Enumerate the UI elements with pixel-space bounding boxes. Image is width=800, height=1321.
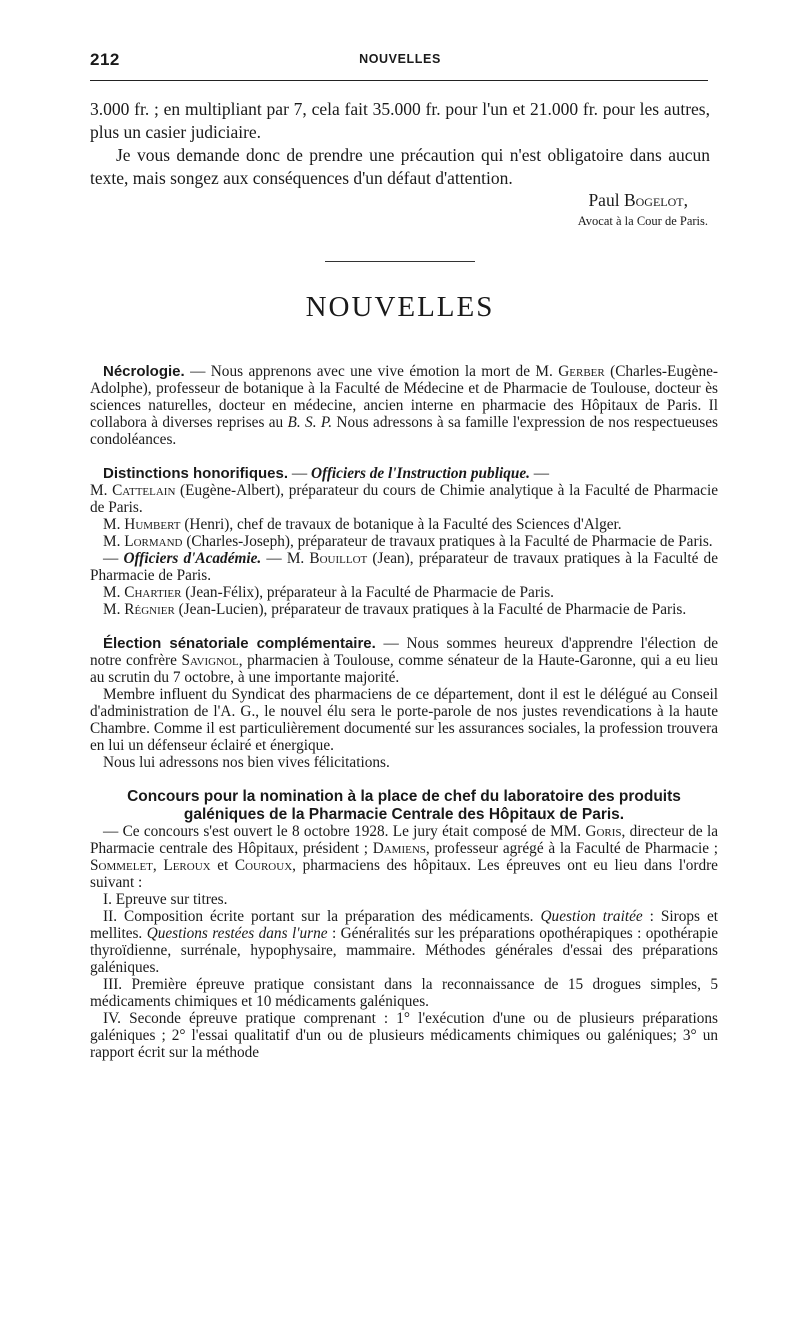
- election-paragraph: [90, 635, 718, 686]
- signature-name: [90, 189, 710, 212]
- distinctions-heading: [90, 465, 718, 482]
- intro-text: [90, 98, 710, 230]
- necrologie-text: — Nous apprenons avec une vive émotion la mort de: [184, 363, 536, 380]
- academie-name: Bouillot: [309, 550, 368, 567]
- officiers-academie-label: Officiers d'Académie.: [123, 550, 262, 567]
- item-name: Chartier: [124, 584, 182, 601]
- epreuve-2-text-b: : Sirops et mellites.: [90, 908, 718, 942]
- intro-paragraph-1: 3.000 fr. ; en multipliant par 7, cela fait 35.000 fr. pour l'un et 21.000 fr. pour les autres, plus un casier judiciaire.: [90, 99, 710, 142]
- concours-intro: [90, 823, 718, 891]
- necrologie-text-3: Nous adressons à sa famille l'expression de nos respectueuses condoléances.: [90, 414, 718, 448]
- intro-paragraph-2: Je vous demande donc de prendre une précaution qui n'est obligatoire dans aucun texte, mais songez aux conséquences d'un défaut d'attention.: [90, 145, 710, 188]
- jury-and: et: [210, 857, 235, 874]
- necrologie-rubric: Nécrologie.: [103, 363, 185, 380]
- item-m: M.: [103, 533, 121, 550]
- election-text-1: — Nous sommes heureux d'apprendre l'élection de notre confrère: [90, 635, 719, 669]
- epreuve-2-text-a: II. Composition écrite portant sur la préparation des médicaments.: [103, 908, 541, 925]
- concours-intro-2: , directeur de la Pharmacie centrale des Hôpitaux, président ;: [90, 823, 718, 857]
- distinctions-dash: —: [288, 465, 311, 482]
- election-rubric: Élection sénatoriale complémentaire.: [103, 635, 376, 652]
- academie-paragraph: [90, 550, 718, 584]
- epreuve-3: III. Première épreuve pratique consistant dans la reconnaissance de 15 drogues simples, 5 médicaments chimiques et 10 médicaments galéniques.: [90, 976, 718, 1010]
- item-name: Humbert: [124, 516, 181, 533]
- page-header: [90, 50, 710, 72]
- necrologie-paragraph: [90, 363, 718, 448]
- election-paragraph-3: Nous lui adressons nos bien vives félicitations.: [103, 754, 390, 771]
- epreuve-1: I. Epreuve sur titres.: [103, 891, 228, 908]
- section-separator: [325, 261, 475, 262]
- distinction-item: [90, 601, 718, 618]
- jury-couroux: Couroux: [234, 857, 293, 874]
- election-text-2: , pharmacien à Toulouse, comme sénateur de la Haute-Garonne, qui a eu lieu au scrutin du 7 octobre, à une importante majorité.: [90, 652, 719, 686]
- election-name: Savignol: [181, 652, 239, 669]
- distinction-item: [90, 516, 718, 533]
- epreuve-4: IV. Seconde épreuve pratique comprenant : 1° l'exécution d'une ou de plusieurs préparations galéniques ; 2° l'essai qualitatif d'un ou de plusieurs médicaments chimiques ou galéniques; 3° un rapport écrit sur la méthode: [90, 1010, 718, 1061]
- item-name: Cattelain: [112, 482, 176, 499]
- header-rule: [90, 80, 708, 81]
- distinctions-dash-end: —: [529, 465, 550, 482]
- item-name: Lormand: [124, 533, 183, 550]
- necrologie-text-2: (Charles-Eugène-Adolphe), professeur de botanique à la Faculté de Médecine et de Pharmacie de Toulouse, docteur ès sciences naturelles, docteur en médecine, ancien interne en pharmacie des Hôpitaux de Paris. Il collabora à diverses reprises au: [90, 363, 718, 431]
- election-paragraph-2: Membre influent du Syndicat des pharmaciens de ce département, dont il est le délégué au Conseil d'administration de l'A. G., le nouvel élu sera le porte-parole de nos justes revendications à la haute Chambre. Comme il est particulièrement documenté sur les assurances sociales, la profession trouvera en lui un défenseur éclairé et énergique.: [90, 686, 718, 754]
- jury-leroux: Leroux: [163, 857, 211, 874]
- concours-intro-1: — Ce concours s'est ouvert le 8 octobre 1928. Le jury était composé de MM.: [103, 823, 586, 840]
- running-title: NOUVELLES: [359, 52, 441, 66]
- section-title: NOUVELLES: [305, 291, 495, 323]
- item-text: (Jean-Lucien), préparateur de travaux pratiques à la Faculté de Pharmacie de Paris.: [174, 601, 687, 618]
- jury-separator: ,: [152, 857, 164, 874]
- distinction-item: [90, 584, 718, 601]
- item-text: (Eugène-Albert), préparateur du cours de Chimie analytique à la Faculté de Pharmacie de Paris.: [90, 482, 719, 516]
- concours-intro-3: , professeur agrégé à la Faculté de Pharmacie ;: [425, 840, 718, 857]
- signature-title: Avocat à la Cour de Paris.: [577, 214, 708, 228]
- item-text: (Charles-Joseph), préparateur de travaux pratiques à la Faculté de Pharmacie de Paris.: [182, 533, 713, 550]
- question-traitee-label: Question traitée: [540, 908, 643, 925]
- jury-sommelet: Sommelet: [90, 857, 153, 874]
- questions-restees-label: Questions restées dans l'urne: [146, 925, 328, 942]
- page-number: 212: [90, 50, 120, 69]
- signature-first-name: Paul: [588, 190, 620, 210]
- academie-prefix: —: [103, 550, 124, 567]
- necrologie-name: Gerber: [558, 363, 605, 380]
- item-m: M.: [103, 601, 121, 618]
- academie-text: (Jean), préparateur de travaux pratiques à la Faculté de Pharmacie de Paris.: [90, 550, 718, 584]
- jury-damiens: Damiens: [372, 840, 426, 857]
- item-text: (Henri), chef de travaux de botanique à la Faculté des Sciences d'Alger.: [180, 516, 622, 533]
- item-m: M.: [103, 584, 121, 601]
- spacer: [90, 771, 718, 788]
- jury-goris: Goris: [585, 823, 622, 840]
- item-m: M.: [90, 482, 108, 499]
- spacer: [90, 618, 718, 635]
- officiers-instruction-label: Officiers de l'Instruction publique.: [310, 465, 530, 482]
- item-name: Régnier: [124, 601, 175, 618]
- necrologie-journal: B. S. P.: [287, 414, 333, 431]
- distinction-item: [90, 533, 718, 550]
- item-m: M.: [103, 516, 121, 533]
- spacer: [90, 448, 718, 465]
- concours-heading: Concours pour la nomination à la place de chef du laboratoire des produits galéniques de la Pharmacie Centrale des Hôpitaux de Paris.: [127, 788, 681, 823]
- epreuve-2: [90, 908, 718, 976]
- academie-mid: — M.: [261, 550, 310, 567]
- epreuve-2-text-c: : Généralités sur les préparations opothérapiques : opothérapie thyroïdienne, surrénale, hypophysaire, mammaire. Méthodes générales d'essai des préparations galéniques.: [90, 925, 718, 976]
- item-text: (Jean-Félix), préparateur à la Faculté de Pharmacie de Paris.: [181, 584, 554, 601]
- distinction-item: [90, 482, 718, 516]
- signature-last-name: Bogelot,: [623, 190, 688, 210]
- necrologie-m: M.: [535, 363, 553, 380]
- news-body: [90, 363, 718, 1061]
- distinctions-rubric: Distinctions honorifiques.: [103, 465, 289, 482]
- concours-intro-4: , pharmaciens des hôpitaux. Les épreuves ont eu lieu dans l'ordre suivant :: [90, 857, 718, 891]
